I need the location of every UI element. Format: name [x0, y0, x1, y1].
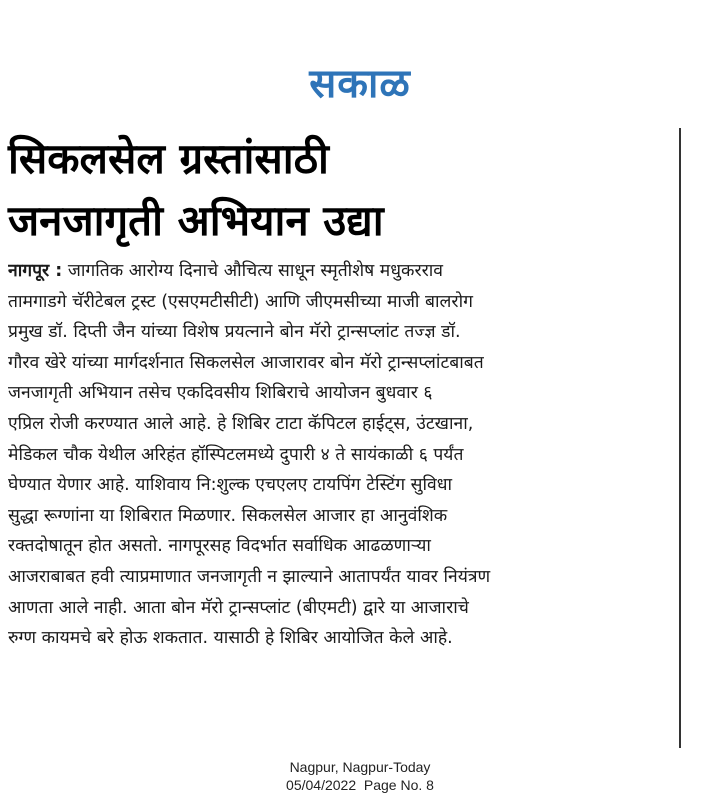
- headline-line-2: जनजागृती अभियान उद्या: [8, 196, 384, 245]
- article-line: सुद्धा रूग्णांना या शिबिरात मिळणार. सिकलसेल आजार हा आनुवंशिक: [8, 505, 448, 526]
- article-body: [8, 256, 668, 654]
- article-line: आणता आले नाही. आता बोन मॅरो ट्रान्सप्लांट (बीएमटी) द्वारे या आजाराचे: [8, 597, 469, 618]
- article-line: रुग्ण कायमचे बरे होऊ शकतात. यासाठी हे शिबिर आयोजित केले आहे.: [8, 628, 453, 649]
- article-line: जनजागृती अभियान तसेच एकदिवसीय शिबिराचे आयोजन बुधवार ६: [8, 383, 433, 404]
- newspaper-logo: सकाळ: [309, 60, 411, 107]
- article-line: गौरव खेरे यांच्या मार्गदर्शनात सिकलसेल आजारावर बोन मॅरो ट्रान्सप्लांटबाबत: [8, 352, 484, 373]
- article-line: प्रमुख डॉ. दिप्ती जैन यांच्या विशेष प्रयत्नाने बोन मॅरो ट्रान्सप्लांट तज्ज्ञ डॉ.: [8, 322, 461, 343]
- article-line: [8, 256, 668, 287]
- article-line: मेडिकल चौक येथील अरिहंत हॉस्पिटलमध्ये दुपारी ४ ते सायंकाळी ६ पर्यंत: [8, 444, 464, 465]
- article-dateline: नागपूर :: [8, 261, 63, 281]
- headline-line-1: सिकलसेल ग्रस्तांसाठी: [8, 134, 329, 183]
- article-line-text: जागतिक आरोग्य दिनाचे औचित्य साधून स्मृतीशेष मधुकरराव: [62, 261, 444, 281]
- article-line: तामगाडगे चॅरीटेबल ट्रस्ट (एसएमटीसीटी) आणि जीएमसीच्या माजी बालरोग: [8, 291, 473, 312]
- column-divider: [679, 128, 681, 748]
- source-publication: Nagpur, Nagpur-Today: [289, 759, 431, 775]
- article-line: घेण्यात येणार आहे. याशिवाय नि:शुल्क एचएलए टायपिंग टेस्टिंग सुविधा: [8, 475, 453, 496]
- article-line: आजराबाबत हवी त्याप्रमाणात जनजागृती न झाल्याने आतापर्यंत यावर नियंत्रण: [8, 566, 491, 587]
- source-caption: [0, 758, 720, 794]
- article-line: एप्रिल रोजी करण्यात आले आहे. हे शिबिर टाटा कॅपिटल हाईट्स, उंटखाना,: [8, 413, 474, 434]
- source-date-page: 05/04/2022 Page No. 8: [286, 777, 434, 793]
- article-headline: [8, 128, 668, 252]
- article-line: रक्तदोषातून होत असतो. नागपूरसह विदर्भात सर्वाधिक आढळणाऱ्या: [8, 536, 431, 557]
